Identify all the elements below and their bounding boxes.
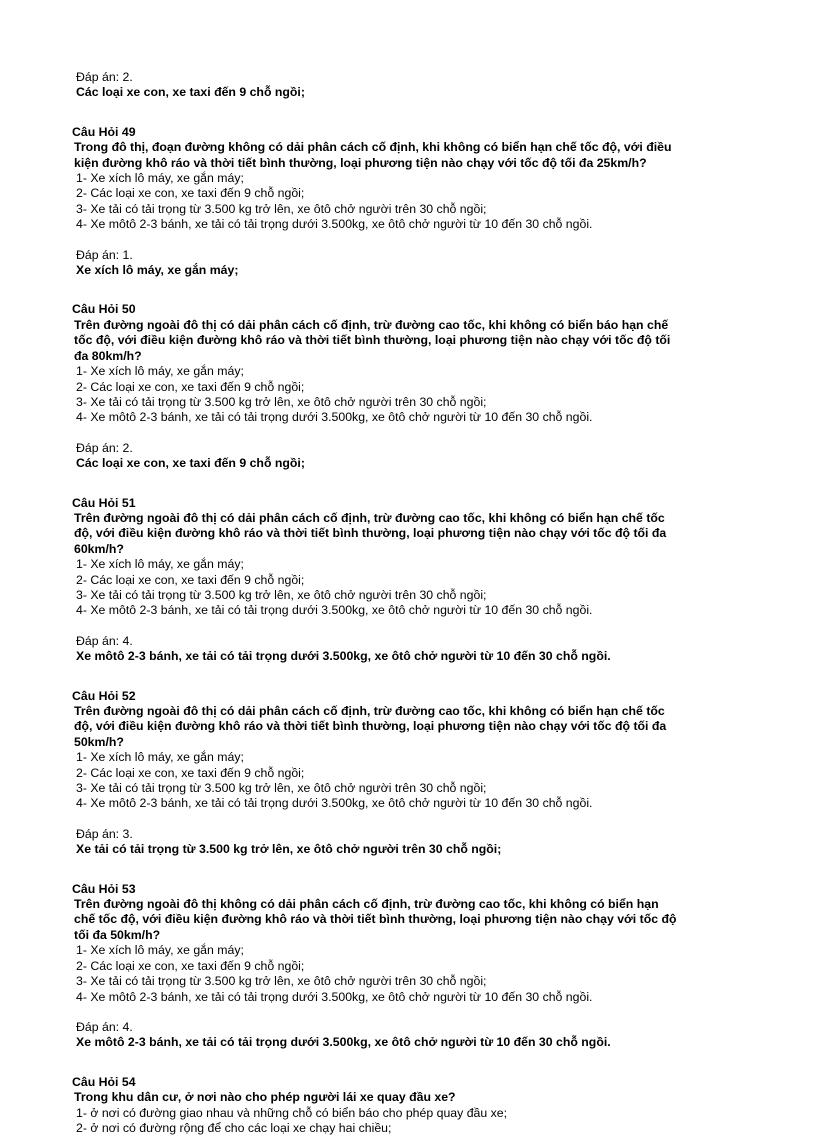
- answer-label: Đáp án: 3.: [76, 826, 133, 841]
- option-list: [76, 750, 742, 812]
- answer-text: Xe môtô 2-3 bánh, xe tải có tải trọng dưới 3.500kg, xe ôtô chở người từ 10 đến 30 chỗ ngồi.: [76, 649, 611, 664]
- answer-text: Xe môtô 2-3 bánh, xe tải có tải trọng dưới 3.500kg, xe ôtô chở người từ 10 đến 30 chỗ ngồi.: [76, 1035, 611, 1050]
- question-text-line: chế tốc độ, với điều kiện đường khô ráo và thời tiết bình thường, loại phương tiện nào chạy với tốc độ: [74, 912, 677, 927]
- option-item: 2- Các loại xe con, xe taxi đến 9 chỗ ngồi;: [76, 379, 305, 394]
- option-item: 3- Xe tải có tải trọng từ 3.500 kg trở lên, xe ôtô chở người trên 30 chỗ ngồi;: [76, 394, 487, 409]
- question-title: Câu Hỏi 54: [72, 1074, 136, 1089]
- answer-label: Đáp án: 4.: [76, 633, 133, 648]
- question-block: [72, 496, 742, 665]
- option-item: 3- Xe tải có tải trọng từ 3.500 kg trở lên, xe ôtô chở người trên 30 chỗ ngồi;: [76, 201, 487, 216]
- question-text-line: 50km/h?: [74, 734, 124, 749]
- question-title: Câu Hỏi 49: [72, 124, 136, 139]
- option-list: [76, 171, 742, 233]
- option-list: [76, 364, 742, 426]
- question-title: Câu Hỏi 51: [72, 495, 136, 510]
- option-item: 1- Xe xích lô máy, xe gắn máy;: [76, 750, 244, 765]
- option-item: 3- Xe tải có tải trọng từ 3.500 kg trở lên, xe ôtô chở người trên 30 chỗ ngồi;: [76, 781, 487, 796]
- question-list: [72, 125, 742, 1136]
- question-block: [72, 302, 742, 471]
- question-text-line: đa 80km/h?: [74, 348, 142, 363]
- question-answer: [76, 441, 742, 472]
- option-item: 1- Xe xích lô máy, xe gắn máy;: [76, 364, 244, 379]
- question-title: Câu Hỏi 52: [72, 688, 136, 703]
- question-text-line: tối đa 50km/h?: [74, 927, 161, 942]
- option-item: 2- Các loại xe con, xe taxi đến 9 chỗ ngồi;: [76, 765, 305, 780]
- option-item: 4- Xe môtô 2-3 bánh, xe tải có tải trọng dưới 3.500kg, xe ôtô chở người từ 10 đến 30 chỗ ngồi.: [76, 989, 593, 1004]
- option-item: 4- Xe môtô 2-3 bánh, xe tải có tải trọng dưới 3.500kg, xe ôtô chở người từ 10 đến 30 chỗ ngồi.: [76, 410, 593, 425]
- answer-text: Xe xích lô máy, xe gắn máy;: [76, 263, 239, 278]
- question-block: [72, 1075, 742, 1136]
- question-answer: [76, 634, 742, 665]
- question-block: [72, 882, 742, 1051]
- question-text-line: Trong khu dân cư, ở nơi nào cho phép người lái xe quay đầu xe?: [74, 1090, 456, 1105]
- question-title: Câu Hỏi 53: [72, 881, 136, 896]
- option-item: 1- Xe xích lô máy, xe gắn máy;: [76, 943, 244, 958]
- question-answer: [76, 827, 742, 858]
- question-text-line: Trong đô thị, đoạn đường không có dải phân cách cố định, khi không có biển hạn chế tốc độ, với điều: [74, 140, 672, 155]
- option-item: 2- Các loại xe con, xe taxi đến 9 chỗ ngồi;: [76, 958, 305, 973]
- question-text-line: Trên đường ngoài đô thị không có dải phân cách cố định, trừ đường cao tốc, khi không có biển hạn: [74, 897, 659, 912]
- answer-text: Xe tải có tải trọng từ 3.500 kg trở lên, xe ôtô chở người trên 30 chỗ ngồi;: [76, 842, 502, 857]
- question-text-line: độ, với điều kiện đường khô ráo và thời tiết bình thường, loại phương tiện nào chạy với tốc độ tối đa: [74, 719, 667, 734]
- question-text-line: Trên đường ngoài đô thị có dải phân cách cố định, trừ đường cao tốc, khi không có biển báo hạn chế: [74, 317, 669, 332]
- question-text-line: kiện đường khô ráo và thời tiết bình thường, loại phương tiện nào chạy với tốc độ tối đa 25km/h?: [74, 155, 647, 170]
- option-list: [76, 943, 742, 1005]
- answer-text: Các loại xe con, xe taxi đến 9 chỗ ngồi;: [76, 85, 305, 100]
- option-item: 2- Các loại xe con, xe taxi đến 9 chỗ ngồi;: [76, 186, 305, 201]
- option-item: 2- ở nơi có đường rộng để cho các loại xe chạy hai chiều;: [76, 1120, 392, 1135]
- question-answer: [76, 248, 742, 279]
- question-block: [72, 689, 742, 858]
- answer-label: Đáp án: 2.: [76, 70, 133, 84]
- option-item: 4- Xe môtô 2-3 bánh, xe tải có tải trọng dưới 3.500kg, xe ôtô chở người từ 10 đến 30 chỗ ngồi.: [76, 217, 593, 232]
- question-answer: [76, 1020, 742, 1051]
- answer-label: Đáp án: 4.: [76, 1019, 133, 1034]
- option-item: 4- Xe môtô 2-3 bánh, xe tải có tải trọng dưới 3.500kg, xe ôtô chở người từ 10 đến 30 chỗ ngồi.: [76, 603, 593, 618]
- question-text-line: 60km/h?: [74, 541, 124, 556]
- option-item: 1- Xe xích lô máy, xe gắn máy;: [76, 171, 244, 186]
- intro-answer: [76, 70, 742, 101]
- question-text-line: Trên đường ngoài đô thị có dải phân cách cố định, trừ đường cao tốc, khi không có biển hạn chế tốc: [74, 510, 665, 525]
- option-item: 3- Xe tải có tải trọng từ 3.500 kg trở lên, xe ôtô chở người trên 30 chỗ ngồi;: [76, 587, 487, 602]
- answer-label: Đáp án: 2.: [76, 440, 133, 455]
- option-list: [76, 557, 742, 619]
- option-item: 1- ở nơi có đường giao nhau và những chỗ có biển báo cho phép quay đầu xe;: [76, 1105, 508, 1120]
- option-item: 3- Xe tải có tải trọng từ 3.500 kg trở lên, xe ôtô chở người trên 30 chỗ ngồi;: [76, 974, 487, 989]
- question-text-line: độ, với điều kiện đường khô ráo và thời tiết bình thường, loại phương tiện nào chạy với tốc độ tối đa: [74, 526, 667, 541]
- answer-label: Đáp án: 1.: [76, 247, 133, 262]
- question-text-line: Trên đường ngoài đô thị có dải phân cách cố định, trừ đường cao tốc, khi không có biển hạn chế tốc: [74, 704, 665, 718]
- option-item: 1- Xe xích lô máy, xe gắn máy;: [76, 557, 244, 572]
- question-block: [72, 125, 742, 279]
- document-page: [72, 70, 742, 1136]
- option-list: [76, 1106, 742, 1136]
- answer-text: Các loại xe con, xe taxi đến 9 chỗ ngồi;: [76, 456, 305, 471]
- option-item: 2- Các loại xe con, xe taxi đến 9 chỗ ngồi;: [76, 572, 305, 587]
- option-item: 4- Xe môtô 2-3 bánh, xe tải có tải trọng dưới 3.500kg, xe ôtô chở người từ 10 đến 30 chỗ ngồi.: [76, 796, 593, 811]
- question-text-line: tốc độ, với điều kiện đường khô ráo và thời tiết bình thường, loại phương tiện nào chạy với tốc độ tối: [74, 333, 671, 348]
- question-title: Câu Hỏi 50: [72, 302, 136, 317]
